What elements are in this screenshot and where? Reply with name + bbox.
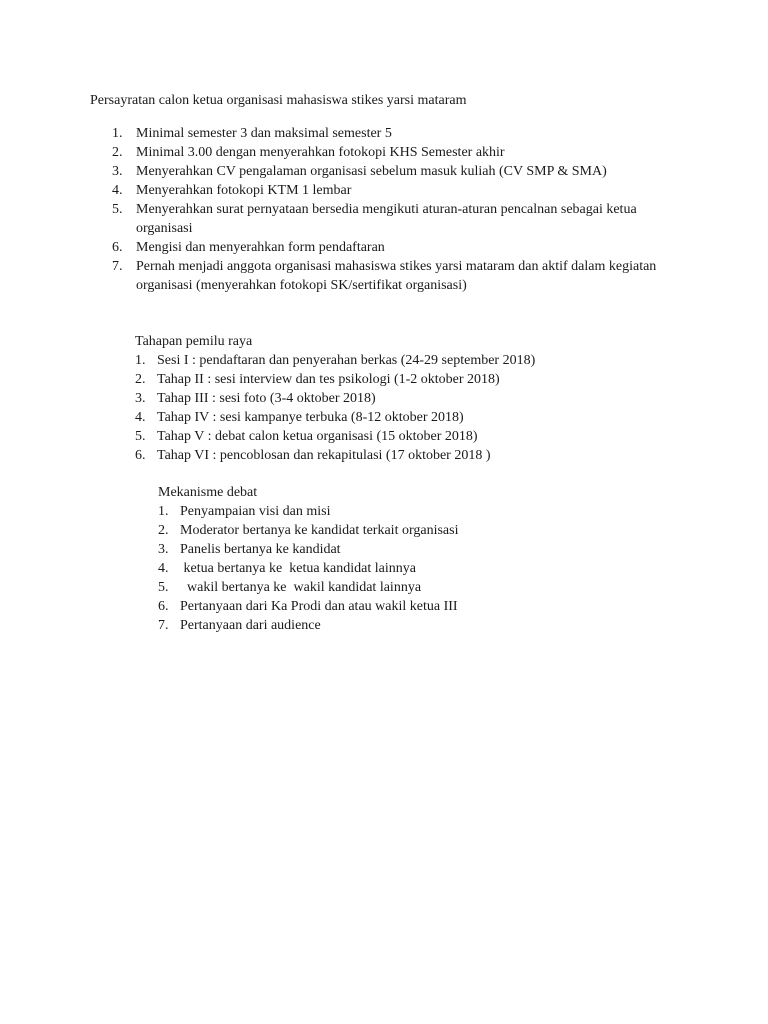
list-item: 4. ketua bertanya ke ketua kandidat lainnya [158,561,416,576]
list-item: 4. Menyerahkan fotokopi KTM 1 lembar [112,183,352,198]
list-item: 2. Minimal 3.00 dengan menyerahkan fotokopi KHS Semester akhir [112,145,505,160]
list-item: 3. Menyerahkan CV pengalaman organisasi sebelum masuk kuliah (CV SMP & SMA) [112,164,607,179]
list-item: 5. Tahap V : debat calon ketua organisasi (15 oktober 2018) [135,429,478,444]
list-item: 6. Tahap VI : pencoblosan dan rekapitulasi (17 oktober 2018 ) [135,448,491,463]
list-item: 7. Pertanyaan dari audience [158,618,321,633]
list-item: 3. Panelis bertanya ke kandidat [158,542,341,557]
requirements-list [112,124,672,295]
tahapan-list [135,351,655,465]
list-item: 1. Penyampaian visi dan misi [158,504,331,519]
list-item: 5. wakil bertanya ke wakil kandidat lainnya [158,580,422,595]
tahapan-heading: Tahapan pemilu raya [135,334,253,349]
list-item: 4. Tahap IV : sesi kampanye terbuka (8-12 oktober 2018) [135,410,464,425]
list-item: 6. Pertanyaan dari Ka Prodi dan atau wakil ketua III [158,599,458,614]
list-item: 1. Sesi I : pendaftaran dan penyerahan berkas (24-29 september 2018) [135,353,536,368]
list-item: 2. Tahap II : sesi interview dan tes psikologi (1-2 oktober 2018) [135,372,500,387]
mekanisme-list [158,502,638,635]
list-item: 7. Pernah menjadi anggota organisasi mahasiswa stikes yarsi mataram dan aktif dalam kegiatan organisasi (menyerahkan fotokopi SK/sertifikat organisasi) [112,259,657,293]
list-item: 5. Menyerahkan surat pernyataan bersedia mengikuti aturan-aturan pencalnan sebagai ketua organisasi [112,202,637,236]
mekanisme-heading: Mekanisme debat [158,485,258,500]
list-item: 1. Minimal semester 3 dan maksimal semester 5 [112,126,392,141]
list-item: 6. Mengisi dan menyerahkan form pendaftaran [112,240,385,255]
document-title: Persayratan calon ketua organisasi mahasiswa stikes yarsi mataram [90,93,467,108]
list-item: 2. Moderator bertanya ke kandidat terkait organisasi [158,523,459,538]
list-item: 3. Tahap III : sesi foto (3-4 oktober 2018) [135,391,376,406]
